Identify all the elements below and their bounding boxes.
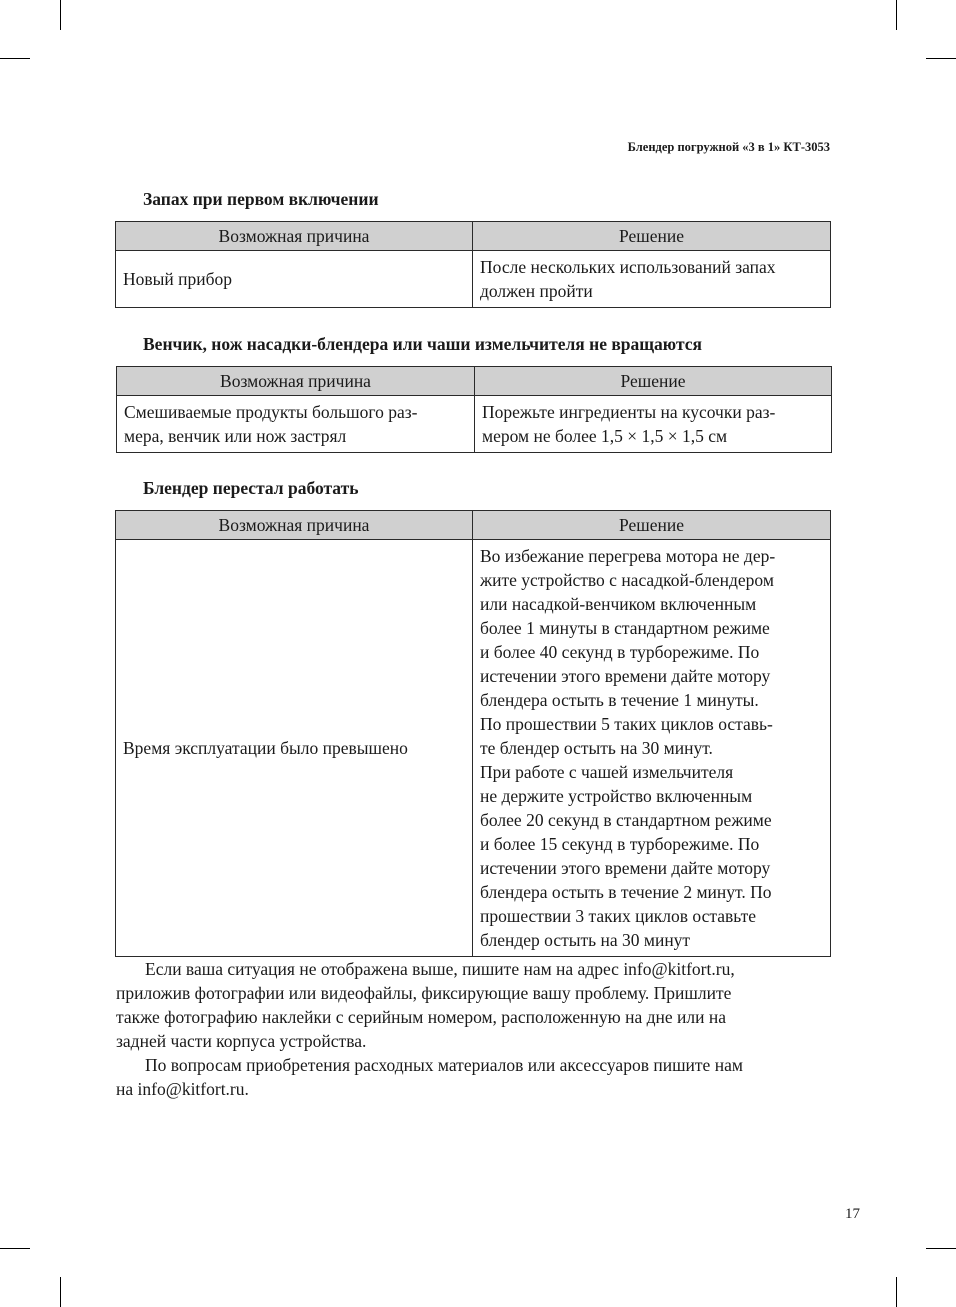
troubleshooting-table — [116, 366, 832, 453]
crop-mark — [0, 58, 30, 59]
crop-mark — [0, 1248, 30, 1249]
cause-line: мера, венчик или нож застрял — [124, 426, 347, 446]
section-title: Запах при первом включении — [143, 189, 379, 209]
table-row — [117, 396, 832, 453]
crop-mark — [896, 1277, 897, 1307]
paragraph-line: Если ваша ситуация не отображена выше, пишите нам на адрес info@kitfort.ru, — [145, 959, 735, 979]
crop-mark — [926, 58, 956, 59]
table-header-row — [117, 367, 832, 396]
solution-line: жите устройство с насадкой-блендером — [480, 570, 774, 590]
table-header-row — [116, 222, 831, 251]
cause-line: Время эксплуатации было превышено — [123, 738, 408, 758]
crop-mark — [60, 0, 61, 30]
solution-line: блендер остыть на 30 минут — [480, 930, 691, 950]
solution-line: не держите устройство включенным — [480, 786, 753, 806]
solution-line: и более 40 секунд в турборежиме. По — [480, 642, 760, 662]
table-row — [116, 540, 831, 957]
cause-cell — [116, 540, 473, 957]
paragraph-line: По вопросам приобретения расходных материалов или аксессуаров пишите нам — [145, 1055, 743, 1075]
page-number: 17 — [845, 1206, 860, 1222]
section-title: Венчик, нож насадки-блендера или чаши измельчителя не вращаются — [143, 334, 702, 354]
solution-cell — [475, 396, 832, 453]
troubleshooting-table — [115, 510, 831, 957]
solution-line: истечении этого времени дайте мотору — [480, 858, 771, 878]
paragraph-line: приложив фотографии или видеофайлы, фиксирующие вашу проблему. Пришлите — [116, 983, 732, 1003]
crop-mark — [60, 1277, 61, 1307]
solution-cell — [473, 251, 831, 308]
column-header-cause: Возможная причина — [116, 511, 473, 540]
solution-line: Во избежание перегрева мотора не дер- — [480, 546, 776, 566]
column-header-cause: Возможная причина — [117, 367, 475, 396]
crop-mark — [896, 0, 897, 30]
contact-paragraph — [116, 957, 832, 1053]
table-row — [116, 251, 831, 308]
solution-line: те блендер остыть на 30 минут. — [480, 738, 713, 758]
section-title: Блендер перестал работать — [143, 478, 359, 498]
cause-line: Смешиваемые продукты большого раз- — [124, 402, 418, 422]
solution-line: истечении этого времени дайте мотору — [480, 666, 771, 686]
column-header-solution: Решение — [473, 511, 831, 540]
solution-line: более 20 секунд в стандартном режиме — [480, 810, 772, 830]
solution-line: более 1 минуты в стандартном режиме — [480, 618, 770, 638]
crop-mark — [926, 1248, 956, 1249]
table-header-row — [116, 511, 831, 540]
solution-line: или насадкой-венчиком включенным — [480, 594, 757, 614]
solution-line: мером не более 1,5 × 1,5 × 1,5 см — [482, 426, 728, 446]
column-header-solution: Решение — [473, 222, 831, 251]
solution-cell — [473, 540, 831, 957]
column-header-cause: Возможная причина — [116, 222, 473, 251]
accessories-paragraph — [116, 1053, 832, 1101]
solution-line: При работе с чашей измельчителя — [480, 762, 734, 782]
paragraph-line: на info@kitfort.ru. — [116, 1079, 249, 1099]
running-header: Блендер погружной «3 в 1» КТ-3053 — [627, 140, 830, 154]
cause-line: Новый прибор — [123, 269, 233, 289]
solution-line: блендера остыть в течение 2 минут. По — [480, 882, 772, 902]
solution-line: По прошествии 5 таких циклов оставь- — [480, 714, 773, 734]
troubleshooting-table — [115, 221, 831, 308]
solution-line: Порежьте ингредиенты на кусочки раз- — [482, 402, 776, 422]
solution-line: блендера остыть в течение 1 минуты. — [480, 690, 759, 710]
solution-line: и более 15 секунд в турборежиме. По — [480, 834, 760, 854]
solution-line: прошествии 3 таких циклов оставьте — [480, 906, 757, 926]
column-header-solution: Решение — [475, 367, 832, 396]
solution-line: должен пройти — [480, 281, 593, 301]
paragraph-line: задней части корпуса устройства. — [116, 1031, 367, 1051]
paragraph-line: также фотографию наклейки с серийным номером, расположенную на дне или на — [116, 1007, 726, 1027]
cause-cell — [116, 251, 473, 308]
cause-cell — [117, 396, 475, 453]
solution-line: После нескольких использований запах — [480, 257, 776, 277]
